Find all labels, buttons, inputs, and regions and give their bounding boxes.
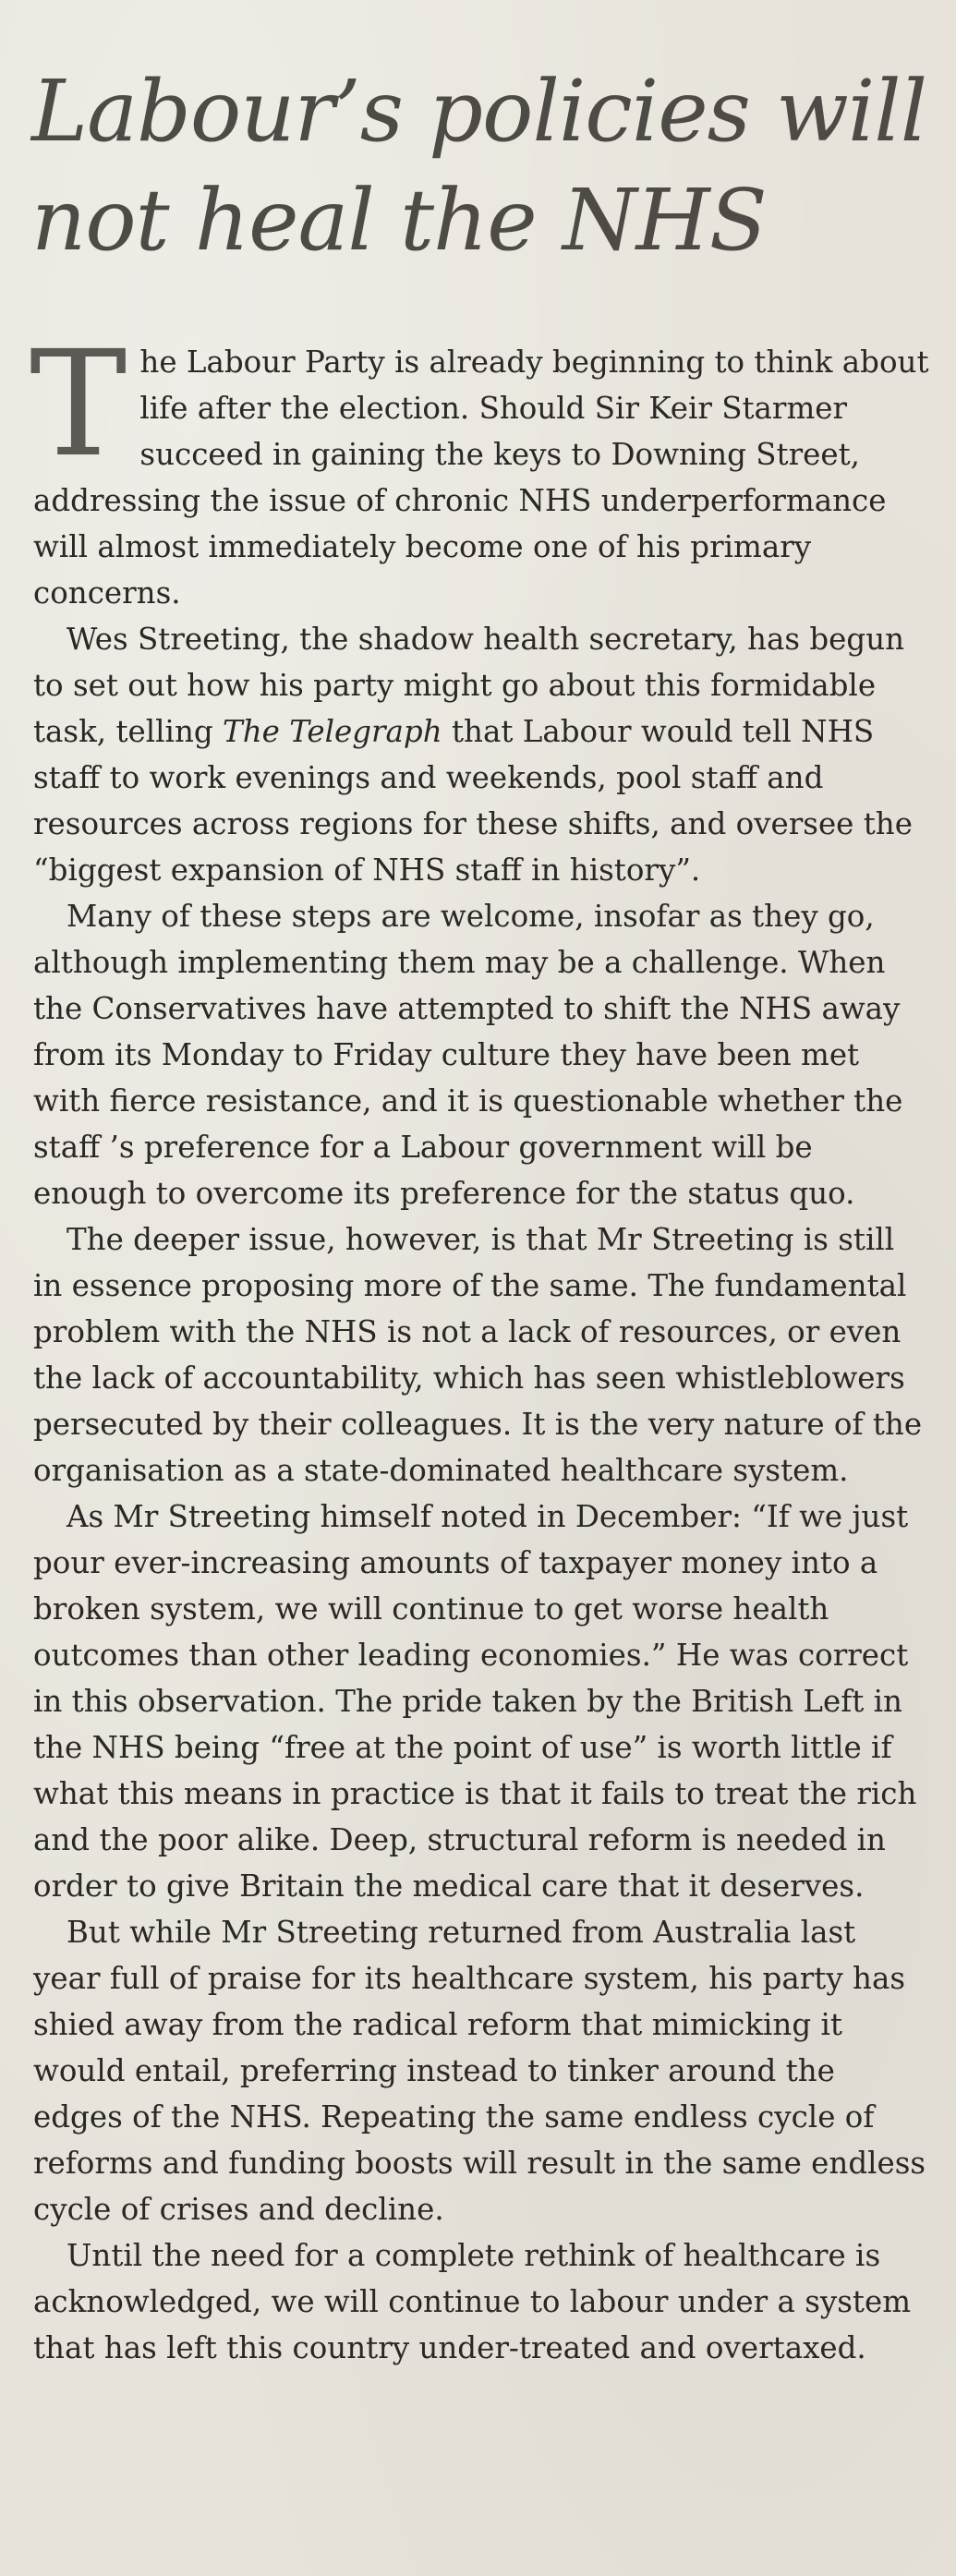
drop-cap: T bbox=[30, 320, 127, 490]
article-body bbox=[30, 320, 929, 2371]
paragraph-4: The deeper issue, however, is that Mr Streeting is still in essence proposing more of the same. The fundamental problem with the NHS is not a lack of resources, or even the lack of accountability, which has seen whistleblowers persecuted by their colleagues. It is the very nature of the organisation as a state-dominated healthcare system. bbox=[33, 1222, 923, 1488]
paragraph-7: Until the need for a complete rethink of healthcare is acknowledged, we will continue to labour under a system that has left this country under-treated and overtaxed. bbox=[33, 2238, 912, 2365]
paragraph-2-text-start: Wes Streeting, the shadow health secretary, has begun to set out how his party might go about this formidable task, telling bbox=[33, 622, 905, 749]
headline-line-2: not heal the NHS bbox=[31, 171, 767, 270]
paragraph-2-text-end: that Labour would tell NHS staff to work evenings and weekends, pool staff and resources across regions for these shifts, and oversee the “biggest expansion of NHS staff in history”. bbox=[33, 714, 913, 888]
headline bbox=[31, 57, 937, 275]
paragraph-3: Many of these steps are welcome, insofar as they go, although implementing them may be a challenge. When the Conservatives have attempted to shift the NHS away from its Monday to Friday culture they have been met with fierce resistance, and it is questionable whether the staff ’s preference for a Labour government will be enough to overcome its preference for the status quo. bbox=[33, 899, 903, 1211]
headline-line-1: Labour’s policies will bbox=[31, 62, 927, 161]
paragraph-6: But while Mr Streeting returned from Australia last year full of praise for its healthcare system, his party has shied away from the radical reform that mimicking it would entail, preferring instead to tinker around the edges of the NHS. Repeating the same endless cycle of reforms and funding boosts will result in the same endless cycle of crises and decline. bbox=[33, 1915, 926, 2227]
paragraph-1 bbox=[30, 320, 929, 616]
paragraph-2 bbox=[33, 616, 929, 893]
publication-name: The Telegraph bbox=[223, 714, 442, 749]
paragraph-1-text: he Labour Party is already beginning to think about life after the election. Should Sir Keir Starmer succeed in gaining the keys to Downing Street, addressing the issue of chronic NHS underperformance will almost immediately become one of his primary concerns. bbox=[33, 345, 929, 611]
paragraph-5: As Mr Streeting himself noted in December: “If we just pour ever-increasing amounts of taxpayer money into a broken system, we will continue to get worse health outcomes than other leading economies.” He was correct in this observation. The pride taken by the British Left in the NHS being “free at the point of use” is worth little if what this means in practice is that it fails to treat the rich and the poor alike. Deep, structural reform is needed in order to give Britain the medical care that it deserves. bbox=[33, 1499, 917, 1904]
